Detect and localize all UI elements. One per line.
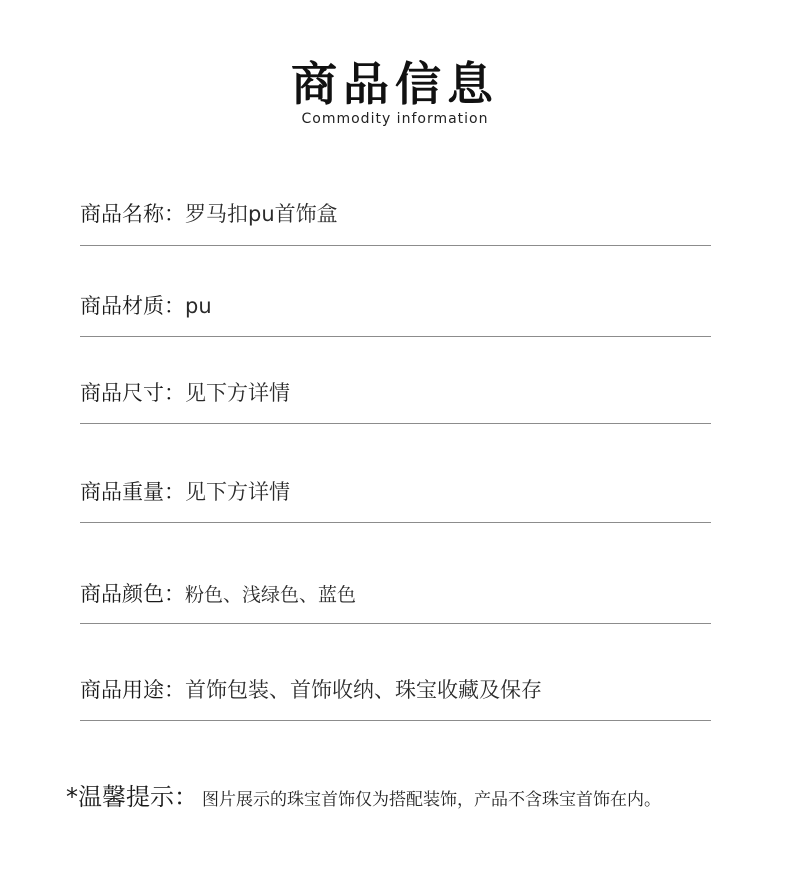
info-row-color (80, 570, 711, 624)
warm-tip-label: *温馨提示： (66, 783, 198, 811)
info-value-usage: 首饰包装、首饰收纳、珠宝收藏及保存 (185, 678, 542, 702)
info-row-material (80, 282, 711, 337)
info-row-size (80, 370, 711, 424)
info-label-name: 商品名称： (80, 202, 185, 226)
info-label-color: 商品颜色： (80, 582, 185, 606)
info-label-weight: 商品重量： (80, 480, 185, 504)
warm-tip (66, 780, 661, 817)
info-row-weight (80, 468, 711, 523)
info-label-size: 商品尺寸： (80, 381, 185, 405)
page-subtitle: Commodity information (301, 111, 489, 127)
info-label-material: 商品材质： (80, 294, 185, 318)
info-value-size: 见下方详情 (185, 381, 290, 405)
info-value-color: 粉色、浅绿色、蓝色 (185, 584, 357, 606)
page-title: 商品信息 (291, 57, 499, 111)
info-label-usage: 商品用途： (80, 678, 185, 702)
info-row-usage (80, 666, 711, 721)
info-value-name: 罗马扣pu首饰盒 (185, 202, 338, 226)
info-row-name (80, 192, 711, 246)
warm-tip-text: 图片展示的珠宝首饰仅为搭配装饰，产品不含珠宝首饰在内。 (202, 790, 661, 810)
info-value-material: pu (185, 294, 212, 318)
info-value-weight: 见下方详情 (185, 480, 290, 504)
